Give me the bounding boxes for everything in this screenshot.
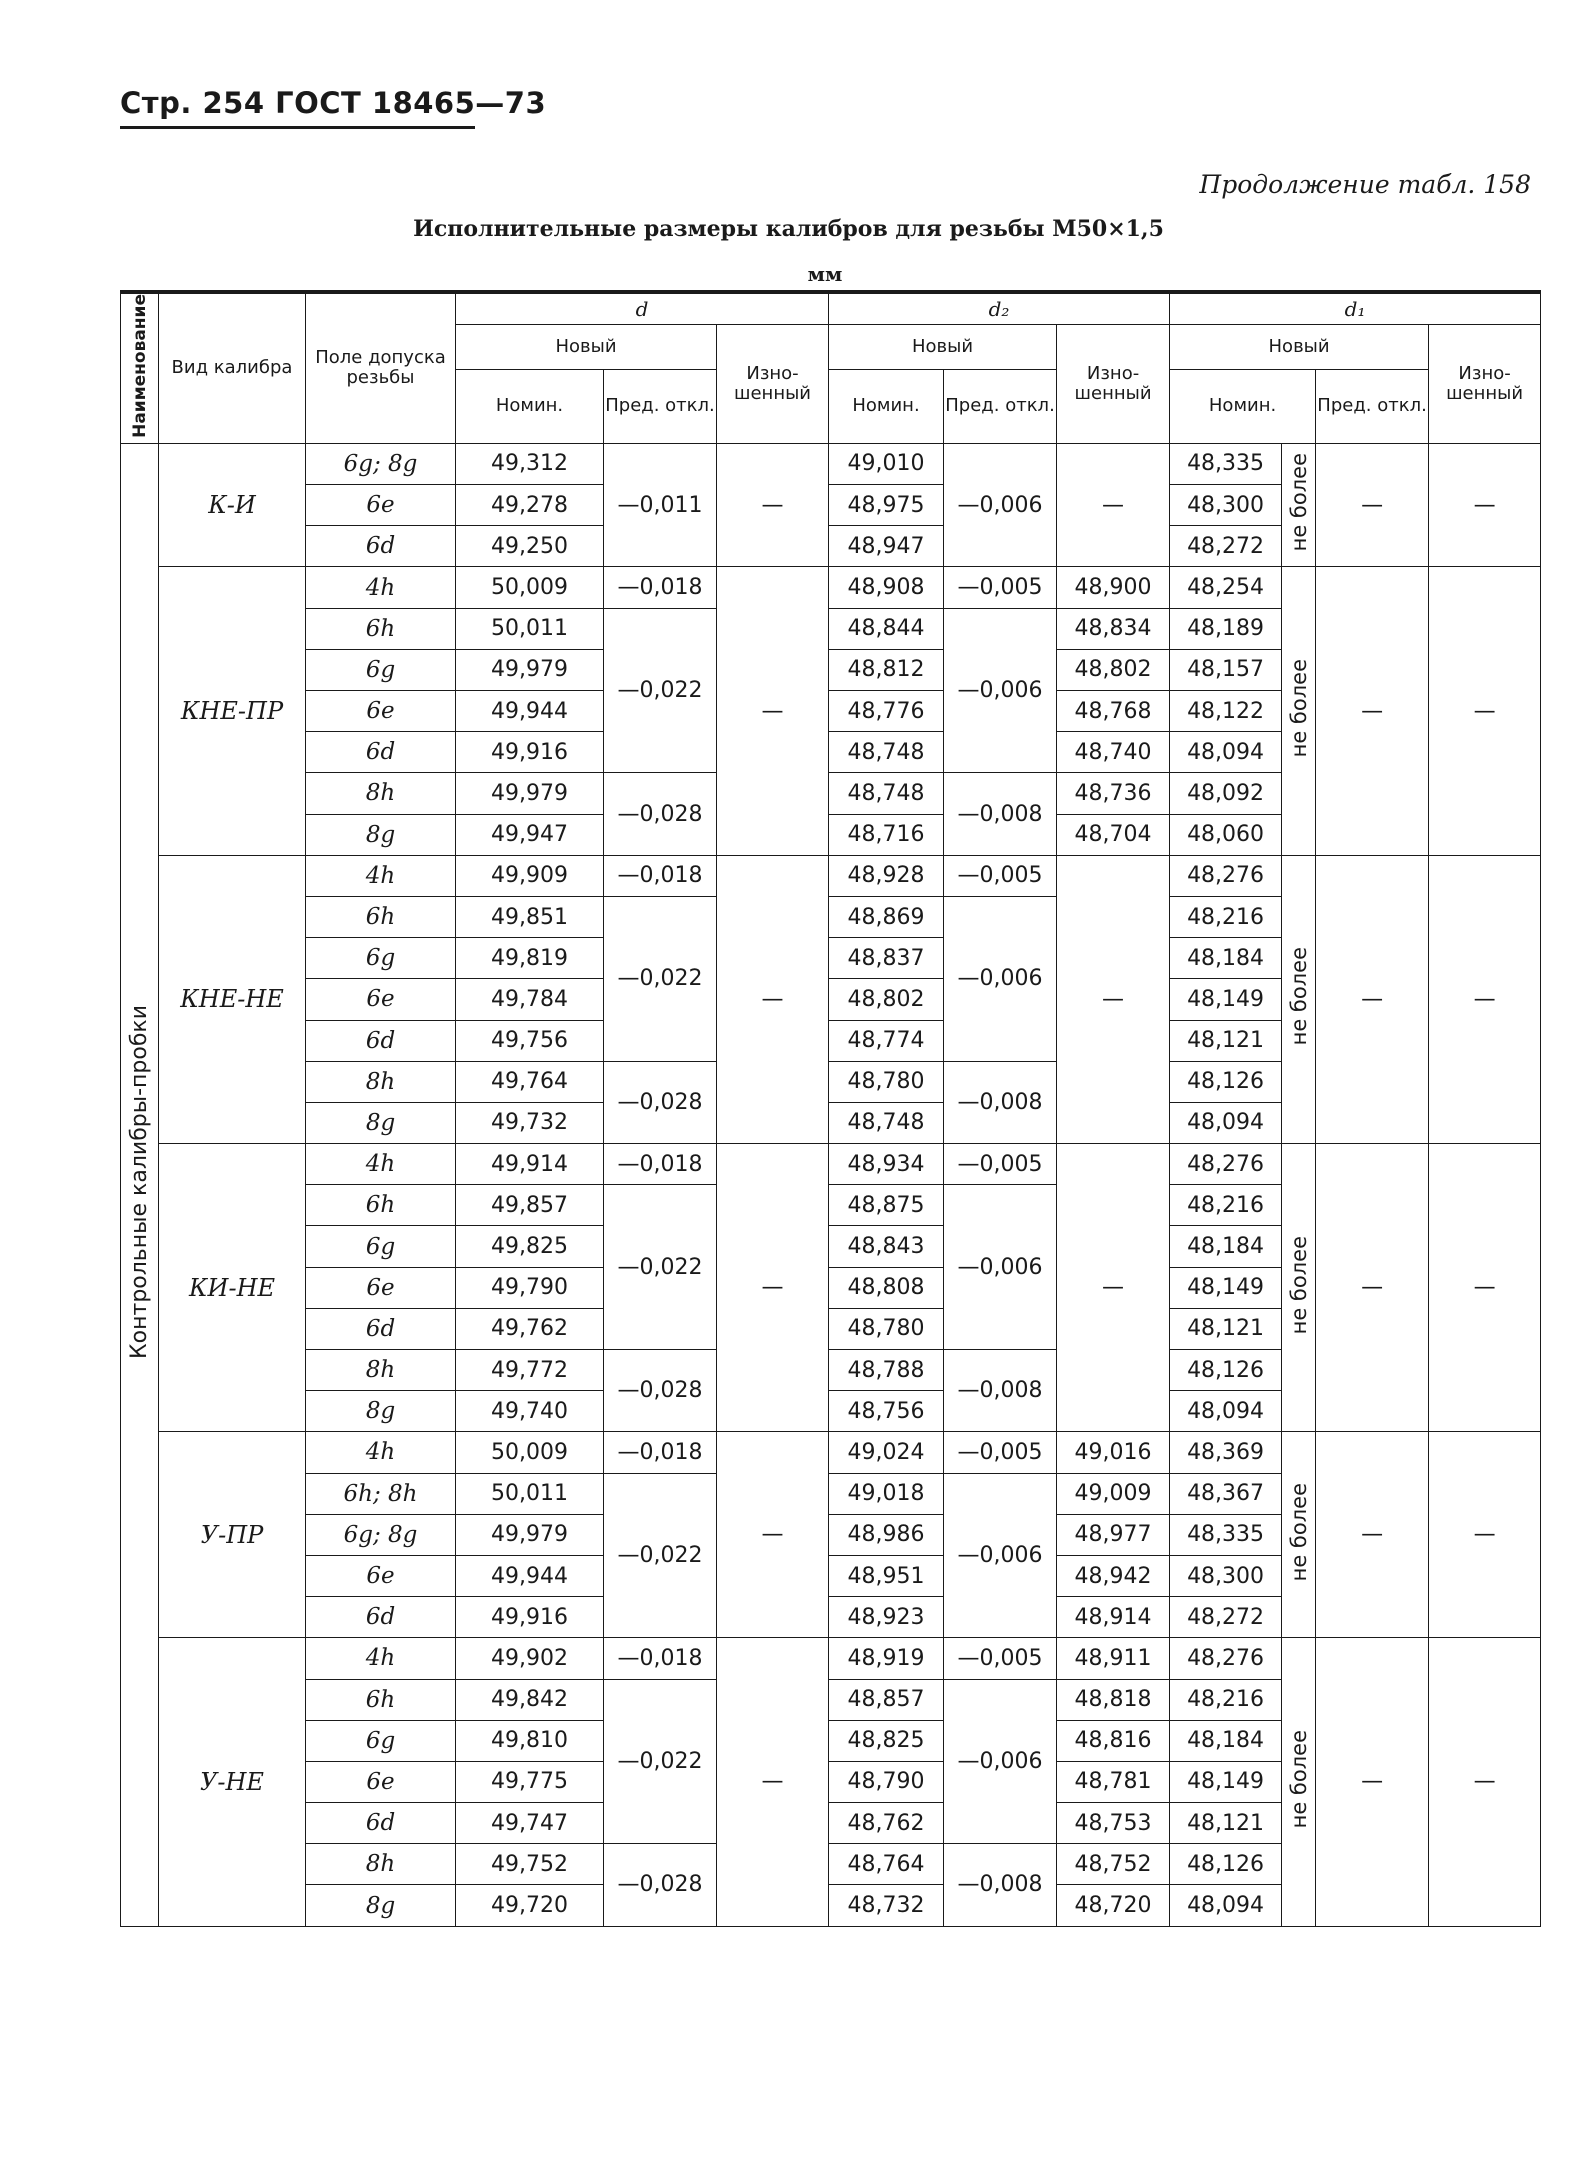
d-deviation: —0,022 [604,608,717,773]
d2-deviation: —0,005 [944,1432,1057,1473]
header-name [121,292,159,443]
tolerance-field: 6d [306,1597,456,1638]
tolerance-field: 4h [306,1144,456,1185]
tolerance-field: 6g [306,649,456,690]
d-nominal: 49,979 [456,649,604,690]
header-rule [120,126,475,129]
not-more-label: не более [1286,658,1311,758]
d1-nominal: 48,126 [1170,1061,1282,1102]
gauge-kind: КНЕ-ПР [159,567,306,855]
d2-worn: 48,914 [1057,1597,1170,1638]
d-nominal: 49,784 [456,979,604,1020]
header-d-new: Новый [456,324,717,369]
d-nominal: 49,756 [456,1020,604,1061]
d1-nominal: 48,369 [1170,1432,1282,1473]
d1-not-more-cell [1282,443,1316,567]
d2-deviation: —0,006 [944,443,1057,567]
d-worn: — [717,1432,829,1638]
d2-nominal: 48,875 [829,1185,944,1226]
header-d2-dev: Пред. откл. [944,369,1057,443]
d-nominal: 49,762 [456,1308,604,1349]
d2-nominal: 48,844 [829,608,944,649]
tolerance-field: 6d [306,1803,456,1844]
d2-nominal: 48,790 [829,1761,944,1802]
header-d1-worn: Изно-шенный [1429,324,1541,443]
tolerance-field: 6e [306,979,456,1020]
header-d1-new: Новый [1170,324,1429,369]
d1-not-more-cell [1282,1432,1316,1638]
d-nominal: 50,011 [456,1473,604,1514]
d-deviation: —0,028 [604,1350,717,1432]
d-nominal: 49,947 [456,814,604,855]
d2-worn: 48,740 [1057,732,1170,773]
table-row [121,1432,1541,1473]
d1-deviation: — [1316,855,1429,1143]
d1-not-more-cell [1282,567,1316,855]
d-nominal: 49,944 [456,691,604,732]
d1-nominal: 48,216 [1170,1185,1282,1226]
d-deviation: —0,018 [604,1432,717,1473]
d2-worn: 49,016 [1057,1432,1170,1473]
d2-nominal: 48,812 [829,649,944,690]
tolerance-field: 6h [306,1185,456,1226]
d2-deviation: —0,008 [944,773,1057,855]
d2-worn: 48,752 [1057,1844,1170,1885]
d1-nominal: 48,094 [1170,1102,1282,1143]
tolerance-field: 4h [306,1638,456,1679]
d2-nominal: 48,923 [829,1597,944,1638]
tolerance-field: 6e [306,1267,456,1308]
d2-worn: 48,768 [1057,691,1170,732]
d2-nominal: 48,780 [829,1308,944,1349]
d2-nominal: 48,934 [829,1144,944,1185]
d2-nominal: 48,869 [829,896,944,937]
d1-nominal: 48,216 [1170,896,1282,937]
d-nominal: 49,851 [456,896,604,937]
tolerance-field: 6e [306,691,456,732]
d2-deviation: —0,006 [944,1473,1057,1638]
header-d: d [456,292,829,324]
d1-worn: — [1429,1432,1541,1638]
d2-nominal: 48,776 [829,691,944,732]
table-row [121,1144,1541,1185]
d2-nominal: 48,732 [829,1885,944,1926]
d2-nominal: 48,716 [829,814,944,855]
tolerance-field: 6e [306,1761,456,1802]
d1-nominal: 48,300 [1170,1555,1282,1596]
header-d-worn: Изно-шенный [717,324,829,443]
d2-nominal: 48,825 [829,1720,944,1761]
d1-nominal: 48,184 [1170,1226,1282,1267]
d1-nominal: 48,060 [1170,814,1282,855]
d2-nominal: 48,951 [829,1555,944,1596]
not-more-label: не более [1286,1482,1311,1582]
gauge-kind: У-НЕ [159,1638,306,1926]
tolerance-field: 8g [306,814,456,855]
d-deviation: —0,022 [604,1185,717,1350]
d1-nominal: 48,254 [1170,567,1282,608]
d2-worn: — [1057,1144,1170,1432]
tolerance-field: 6h [306,1679,456,1720]
dimensions-table-container [120,290,1540,1927]
d2-deviation: —0,006 [944,608,1057,773]
d2-deviation: —0,008 [944,1061,1057,1143]
d1-nominal: 48,272 [1170,526,1282,567]
d-nominal: 49,916 [456,1597,604,1638]
d2-nominal: 48,748 [829,773,944,814]
d1-nominal: 48,276 [1170,1638,1282,1679]
tolerance-field: 8h [306,1350,456,1391]
not-more-label: не более [1286,947,1311,1046]
d2-nominal: 48,748 [829,732,944,773]
d-deviation: —0,018 [604,567,717,608]
d2-worn: 48,802 [1057,649,1170,690]
tolerance-field: 6g [306,1720,456,1761]
d-deviation: —0,011 [604,443,717,567]
d1-worn: — [1429,1144,1541,1432]
d1-nominal: 48,335 [1170,443,1282,484]
d2-nominal: 48,975 [829,485,944,526]
d2-worn: 48,781 [1057,1761,1170,1802]
header-d-dev: Пред. откл. [604,369,717,443]
table-row [121,567,1541,608]
d1-deviation: — [1316,1144,1429,1432]
d2-nominal: 48,762 [829,1803,944,1844]
tolerance-field: 6h; 8h [306,1473,456,1514]
d2-nominal: 48,837 [829,938,944,979]
d-nominal: 49,842 [456,1679,604,1720]
tolerance-field: 6d [306,732,456,773]
d1-nominal: 48,126 [1170,1350,1282,1391]
d-nominal: 49,772 [456,1350,604,1391]
d1-not-more-cell [1282,1144,1316,1432]
d-nominal: 49,740 [456,1391,604,1432]
header-d2-new: Новый [829,324,1057,369]
tolerance-field: 6g [306,1226,456,1267]
d1-deviation: — [1316,1638,1429,1926]
d2-deviation: —0,006 [944,1185,1057,1350]
d2-nominal: 49,018 [829,1473,944,1514]
d-worn: — [717,567,829,855]
d-nominal: 49,857 [456,1185,604,1226]
d1-deviation: — [1316,567,1429,855]
header-d1: d₁ [1170,292,1541,324]
d2-nominal: 48,808 [829,1267,944,1308]
tolerance-field: 6d [306,1308,456,1349]
d2-nominal: 48,802 [829,979,944,1020]
table-row [121,443,1541,484]
d-nominal: 49,747 [456,1803,604,1844]
group-name-cell [121,443,159,1926]
d1-worn: — [1429,1638,1541,1926]
d1-nominal: 48,149 [1170,979,1282,1020]
d-deviation: —0,022 [604,1473,717,1638]
d-worn: — [717,443,829,567]
d-nominal: 49,790 [456,1267,604,1308]
d1-nominal: 48,157 [1170,649,1282,690]
d1-nominal: 48,300 [1170,485,1282,526]
table-row [121,855,1541,896]
d2-nominal: 48,919 [829,1638,944,1679]
d1-not-more-cell [1282,1638,1316,1926]
not-more-label: не более [1286,452,1311,552]
gauge-kind: КИ-НЕ [159,1144,306,1432]
d1-nominal: 48,121 [1170,1020,1282,1061]
d2-worn: 48,753 [1057,1803,1170,1844]
not-more-label: не более [1286,1235,1311,1334]
d2-worn: 48,818 [1057,1679,1170,1720]
d2-worn: 48,977 [1057,1514,1170,1555]
d1-nominal: 48,276 [1170,855,1282,896]
tolerance-field: 6e [306,1555,456,1596]
d1-worn: — [1429,855,1541,1143]
d1-nominal: 48,276 [1170,1144,1282,1185]
tolerance-field: 4h [306,1432,456,1473]
d-nominal: 49,909 [456,855,604,896]
d1-nominal: 48,216 [1170,1679,1282,1720]
d2-worn: 48,900 [1057,567,1170,608]
d2-nominal: 49,010 [829,443,944,484]
d1-worn: — [1429,443,1541,567]
d-deviation: —0,018 [604,1638,717,1679]
d1-deviation: — [1316,1432,1429,1638]
d2-nominal: 48,756 [829,1391,944,1432]
table-row [121,1638,1541,1679]
d-nominal: 49,720 [456,1885,604,1926]
d2-worn: — [1057,443,1170,567]
d1-nominal: 48,184 [1170,1720,1282,1761]
gauge-kind: КНЕ-НЕ [159,855,306,1143]
d-worn: — [717,1638,829,1926]
d-nominal: 49,902 [456,1638,604,1679]
group-name: Контрольные калибры-пробки [127,1004,152,1359]
d-nominal: 50,009 [456,567,604,608]
d1-nominal: 48,184 [1170,938,1282,979]
d2-deviation: —0,005 [944,1638,1057,1679]
d2-nominal: 48,843 [829,1226,944,1267]
header-kind: Вид калибра [159,292,306,443]
d2-worn: 48,942 [1057,1555,1170,1596]
d2-nominal: 48,857 [829,1679,944,1720]
page-header: Стр. 254 ГОСТ 18465—73 [120,86,547,120]
d2-nominal: 48,928 [829,855,944,896]
tolerance-field: 4h [306,855,456,896]
d1-nominal: 48,092 [1170,773,1282,814]
d2-nominal: 48,764 [829,1844,944,1885]
d1-nominal: 48,149 [1170,1761,1282,1802]
unit-label: мм [807,262,843,286]
d2-deviation: —0,008 [944,1350,1057,1432]
gauge-kind: К-И [159,443,306,567]
d-nominal: 49,764 [456,1061,604,1102]
d-nominal: 49,944 [456,1555,604,1596]
d2-deviation: —0,005 [944,567,1057,608]
d-worn: — [717,1144,829,1432]
d-nominal: 49,819 [456,938,604,979]
d2-nominal: 48,748 [829,1102,944,1143]
d1-nominal: 48,189 [1170,608,1282,649]
d-nominal: 49,732 [456,1102,604,1143]
header-d1-nominal: Номин. [1170,369,1316,443]
tolerance-field: 4h [306,567,456,608]
d2-nominal: 48,986 [829,1514,944,1555]
d-nominal: 49,312 [456,443,604,484]
d1-nominal: 48,094 [1170,1391,1282,1432]
d2-worn: 48,834 [1057,608,1170,649]
header-d-nominal: Номин. [456,369,604,443]
header-d2-nominal: Номин. [829,369,944,443]
d1-not-more-cell [1282,855,1316,1143]
d2-deviation: —0,006 [944,1679,1057,1844]
d2-worn: 48,736 [1057,773,1170,814]
tolerance-field: 6d [306,1020,456,1061]
d2-nominal: 48,774 [829,1020,944,1061]
d1-nominal: 48,272 [1170,1597,1282,1638]
dimensions-table [120,290,1541,1927]
table-continuation-label: Продолжение табл. 158 [1199,170,1531,199]
d2-nominal: 48,947 [829,526,944,567]
d1-worn: — [1429,567,1541,855]
d2-deviation: —0,008 [944,1844,1057,1926]
d-worn: — [717,855,829,1143]
d2-nominal: 48,788 [829,1350,944,1391]
d2-deviation: —0,005 [944,1144,1057,1185]
d1-nominal: 48,367 [1170,1473,1282,1514]
d-nominal: 49,979 [456,773,604,814]
tolerance-field: 6e [306,485,456,526]
d-nominal: 49,914 [456,1144,604,1185]
d-nominal: 49,916 [456,732,604,773]
d2-worn: 48,720 [1057,1885,1170,1926]
header-d1-dev: Пред. откл. [1316,369,1429,443]
tolerance-field: 8h [306,1844,456,1885]
d2-deviation: —0,006 [944,896,1057,1061]
d-nominal: 49,775 [456,1761,604,1802]
d-nominal: 49,979 [456,1514,604,1555]
tolerance-field: 6d [306,526,456,567]
d2-nominal: 48,780 [829,1061,944,1102]
table-header [121,292,1541,443]
header-d2-worn: Изно-шенный [1057,324,1170,443]
d-deviation: —0,022 [604,1679,717,1844]
d2-worn: 48,816 [1057,1720,1170,1761]
table-title: Исполнительные размеры калибров для резьбы М50×1,5 [413,216,1164,242]
d2-worn: 49,009 [1057,1473,1170,1514]
tolerance-field: 8g [306,1885,456,1926]
d-nominal: 49,825 [456,1226,604,1267]
d1-nominal: 48,149 [1170,1267,1282,1308]
d1-nominal: 48,126 [1170,1844,1282,1885]
d1-nominal: 48,094 [1170,1885,1282,1926]
d1-nominal: 48,094 [1170,732,1282,773]
tolerance-field: 6h [306,896,456,937]
d-nominal: 49,810 [456,1720,604,1761]
d-nominal: 50,011 [456,608,604,649]
tolerance-field: 6h [306,608,456,649]
d2-worn: 48,704 [1057,814,1170,855]
d-deviation: —0,028 [604,1061,717,1143]
tolerance-field: 6g [306,938,456,979]
d2-worn: — [1057,855,1170,1143]
d-deviation: —0,018 [604,855,717,896]
d-deviation: —0,028 [604,1844,717,1926]
not-more-label: не более [1286,1729,1311,1829]
d-nominal: 49,250 [456,526,604,567]
d2-nominal: 49,024 [829,1432,944,1473]
d1-nominal: 48,335 [1170,1514,1282,1555]
gauge-kind: У-ПР [159,1432,306,1638]
d-deviation: —0,018 [604,1144,717,1185]
d-nominal: 50,009 [456,1432,604,1473]
d1-nominal: 48,121 [1170,1803,1282,1844]
header-d2: d₂ [829,292,1170,324]
d-deviation: —0,028 [604,773,717,855]
d-deviation: —0,022 [604,896,717,1061]
d-nominal: 49,278 [456,485,604,526]
d-nominal: 49,752 [456,1844,604,1885]
table-body [121,443,1541,1926]
tolerance-field: 6g; 8g [306,1514,456,1555]
d1-nominal: 48,121 [1170,1308,1282,1349]
d2-nominal: 48,908 [829,567,944,608]
header-name-text: Наименование [129,294,150,438]
d2-worn: 48,911 [1057,1638,1170,1679]
tolerance-field: 8g [306,1391,456,1432]
d1-nominal: 48,122 [1170,691,1282,732]
d1-deviation: — [1316,443,1429,567]
tolerance-field: 6g; 8g [306,443,456,484]
header-field: Поле допуска резьбы [306,292,456,443]
tolerance-field: 8h [306,773,456,814]
d2-deviation: —0,005 [944,855,1057,896]
tolerance-field: 8g [306,1102,456,1143]
tolerance-field: 8h [306,1061,456,1102]
